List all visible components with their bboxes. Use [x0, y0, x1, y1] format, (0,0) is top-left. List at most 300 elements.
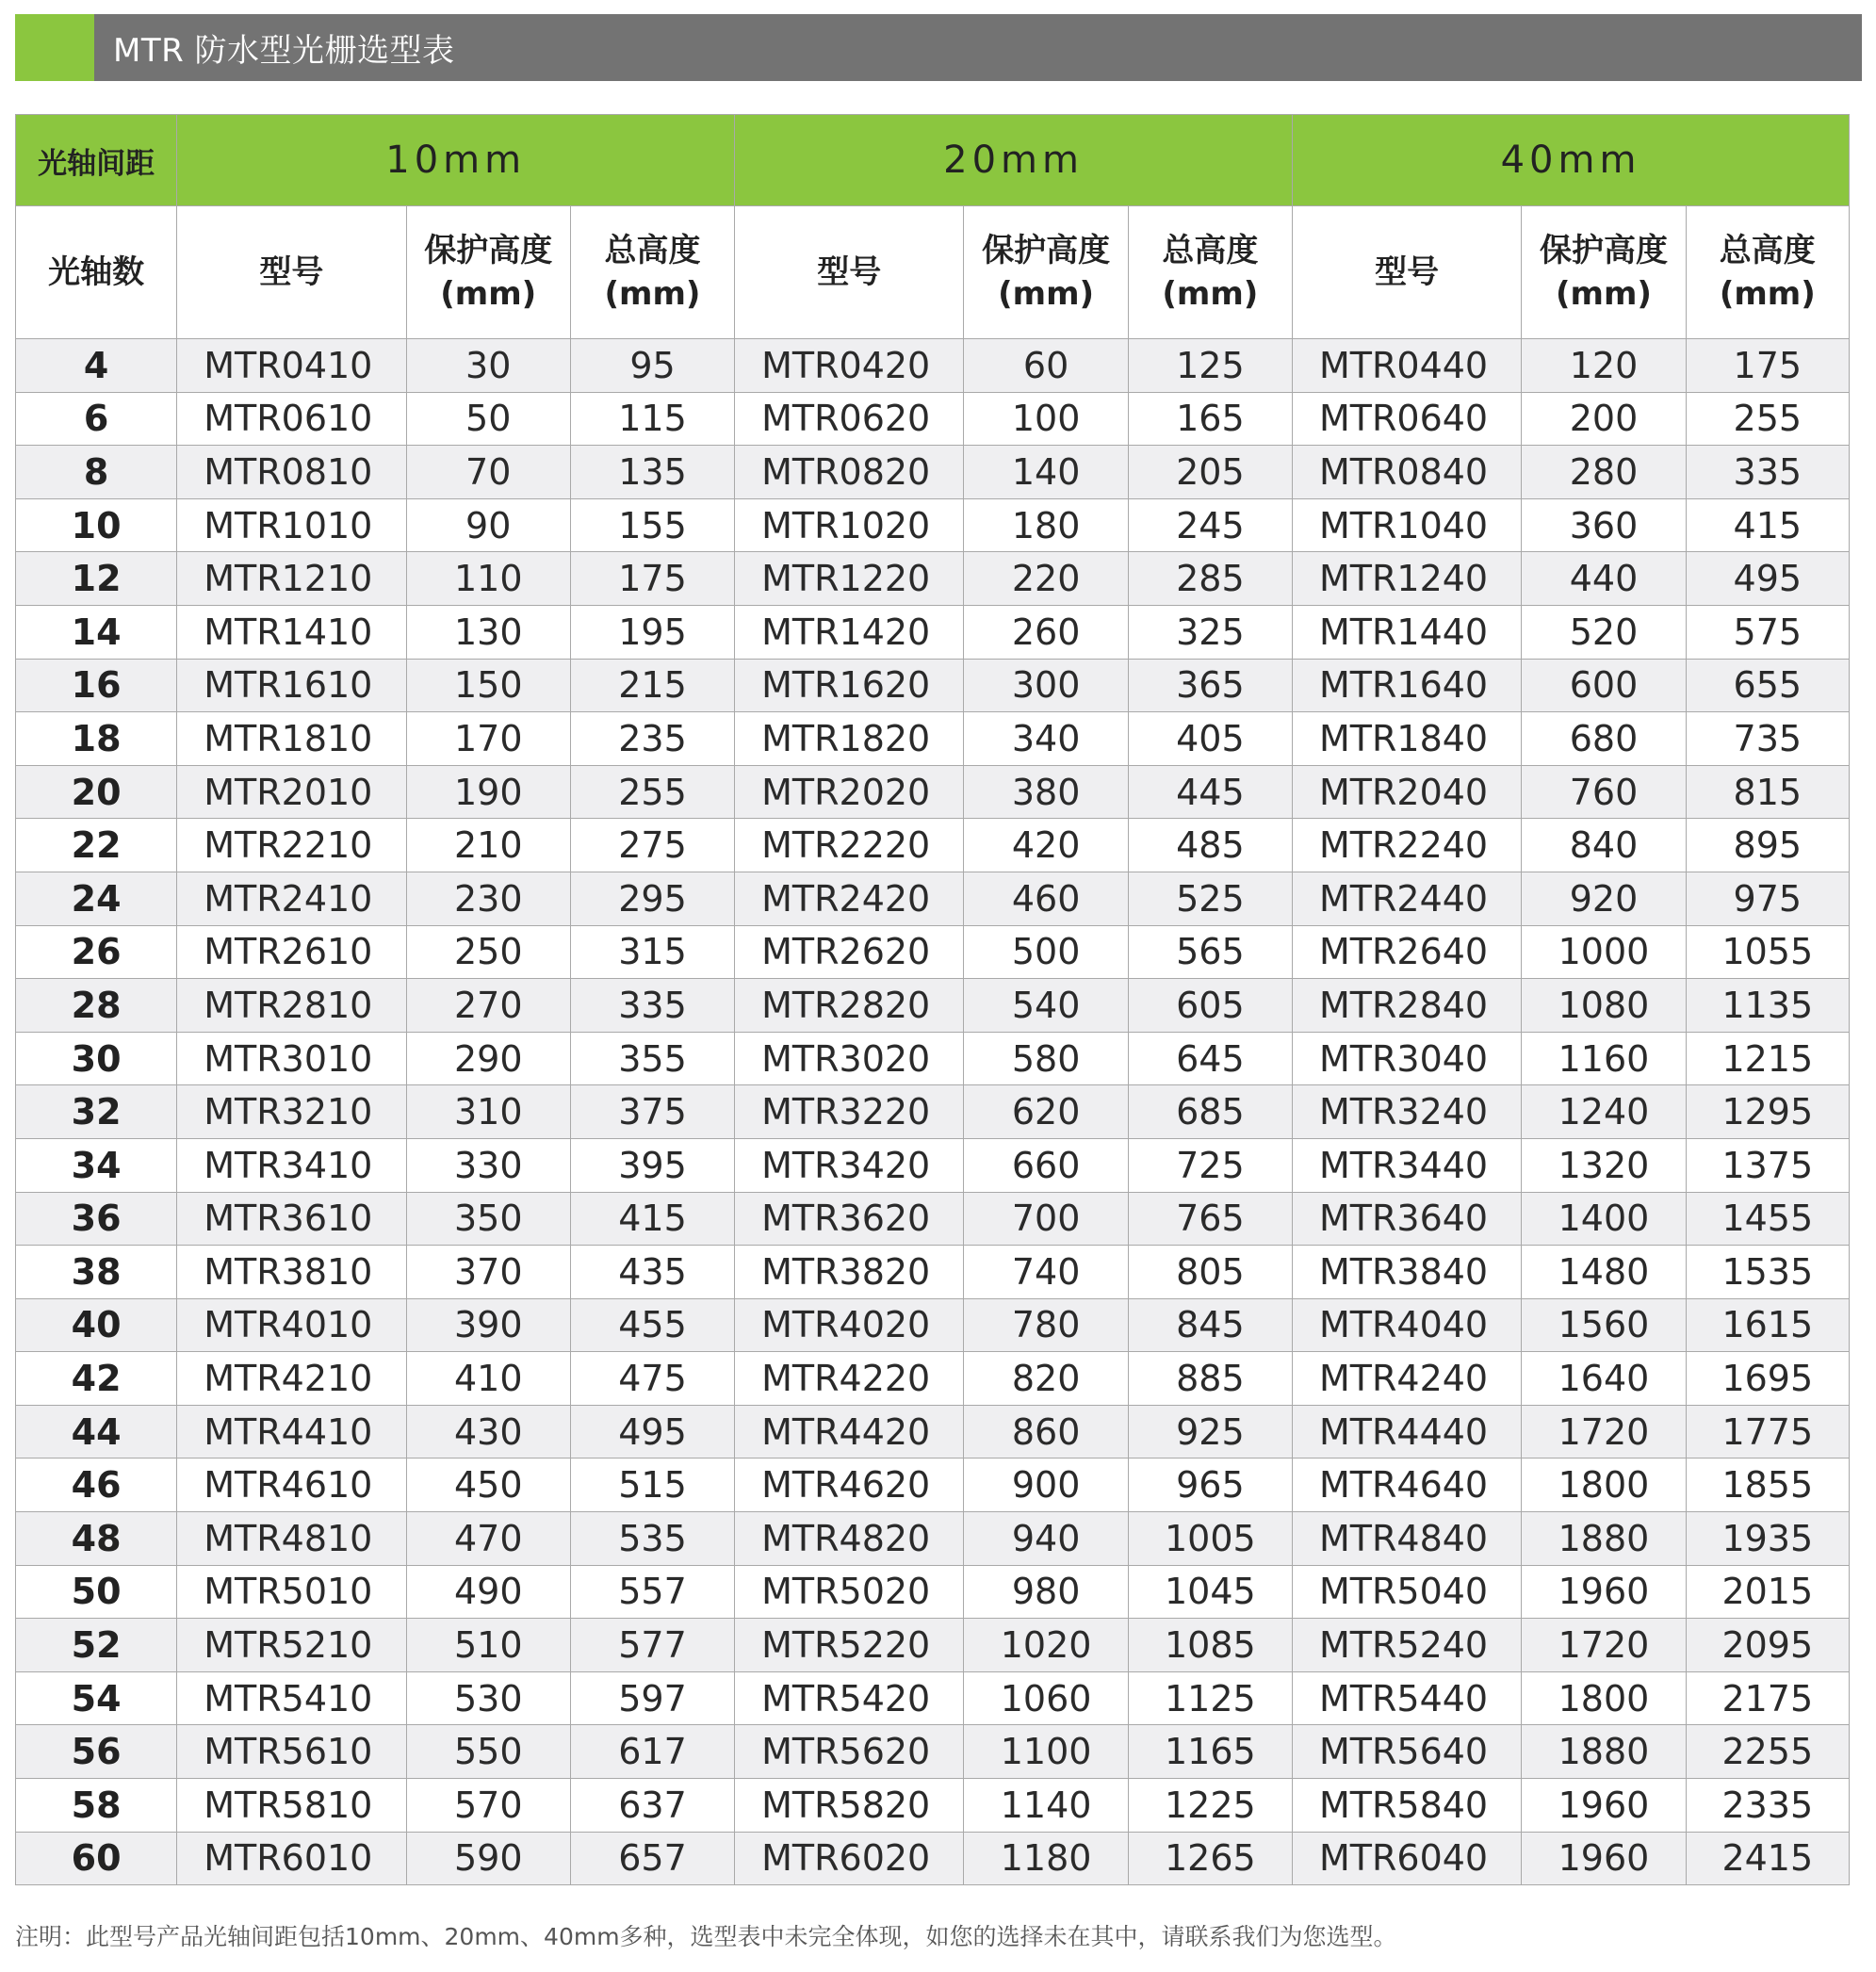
axis-count-cell: 6: [16, 392, 177, 446]
protect-height-cell: 500: [964, 925, 1128, 979]
count-label: 光轴数: [16, 206, 177, 339]
protect-height-cell: 510: [406, 1619, 570, 1672]
axis-count-cell: 38: [16, 1246, 177, 1299]
protect-height-header: 保护高度 (mm): [406, 206, 570, 339]
axis-count-cell: 16: [16, 659, 177, 712]
protect-height-cell: 180: [964, 498, 1128, 552]
table-row: [16, 1725, 1850, 1779]
model-cell: MTR0820: [735, 446, 964, 499]
axis-count-cell: 54: [16, 1671, 177, 1725]
axis-count-cell: 40: [16, 1298, 177, 1352]
table-row: [16, 1779, 1850, 1833]
protect-height-cell: 190: [406, 765, 570, 819]
axis-count-cell: 26: [16, 925, 177, 979]
protect-height-cell: 580: [964, 1032, 1128, 1085]
model-cell: MTR4020: [735, 1298, 964, 1352]
table-row: [16, 605, 1850, 659]
axis-count-cell: 22: [16, 819, 177, 872]
total-height-cell: 155: [570, 498, 734, 552]
model-cell: MTR1610: [177, 659, 406, 712]
model-cell: MTR3440: [1293, 1138, 1522, 1192]
model-cell: MTR1240: [1293, 552, 1522, 606]
protect-height-cell: 1000: [1522, 925, 1686, 979]
protect-height-cell: 550: [406, 1725, 570, 1779]
model-cell: MTR0610: [177, 392, 406, 446]
model-cell: MTR3820: [735, 1246, 964, 1299]
model-cell: MTR2220: [735, 819, 964, 872]
table-row: [16, 872, 1850, 925]
model-header: 型号: [177, 206, 406, 339]
model-cell: MTR3410: [177, 1138, 406, 1192]
model-cell: MTR0420: [735, 339, 964, 393]
total-height-cell: 597: [570, 1671, 734, 1725]
model-cell: MTR2640: [1293, 925, 1522, 979]
protect-height-cell: 540: [964, 979, 1128, 1033]
protect-height-cell: 740: [964, 1246, 1128, 1299]
total-height-cell: 405: [1128, 712, 1292, 766]
table-row: [16, 1192, 1850, 1246]
total-height-cell: 1375: [1686, 1138, 1849, 1192]
protect-height-cell: 200: [1522, 392, 1686, 446]
protect-height-cell: 140: [964, 446, 1128, 499]
axis-count-cell: 50: [16, 1565, 177, 1619]
protect-height-cell: 350: [406, 1192, 570, 1246]
model-header: 型号: [1293, 206, 1522, 339]
model-cell: MTR6010: [177, 1832, 406, 1885]
spacing-40mm: 40mm: [1293, 115, 1850, 206]
protect-height-cell: 380: [964, 765, 1128, 819]
total-height-cell: 415: [570, 1192, 734, 1246]
table-row: [16, 819, 1850, 872]
axis-count-cell: 4: [16, 339, 177, 393]
protect-height-cell: 450: [406, 1459, 570, 1512]
protect-height-cell: 570: [406, 1779, 570, 1833]
model-cell: MTR6040: [1293, 1832, 1522, 1885]
model-cell: MTR3240: [1293, 1085, 1522, 1139]
column-header-row: [16, 206, 1850, 339]
total-height-cell: 2335: [1686, 1779, 1849, 1833]
total-height-cell: 125: [1128, 339, 1292, 393]
protect-height-cell: 1960: [1522, 1565, 1686, 1619]
protect-height-cell: 820: [964, 1352, 1128, 1406]
total-height-cell: 1045: [1128, 1565, 1292, 1619]
protect-height-cell: 210: [406, 819, 570, 872]
protect-height-cell: 120: [1522, 339, 1686, 393]
model-cell: MTR5640: [1293, 1725, 1522, 1779]
total-height-cell: 495: [570, 1405, 734, 1459]
total-height-cell: 1935: [1686, 1512, 1849, 1566]
total-height-cell: 255: [570, 765, 734, 819]
axis-count-cell: 34: [16, 1138, 177, 1192]
protect-height-cell: 1720: [1522, 1405, 1686, 1459]
protect-height-cell: 1080: [1522, 979, 1686, 1033]
model-cell: MTR2810: [177, 979, 406, 1033]
total-height-cell: 195: [570, 605, 734, 659]
protect-height-cell: 440: [1522, 552, 1686, 606]
protect-height-cell: 270: [406, 979, 570, 1033]
axis-count-cell: 10: [16, 498, 177, 552]
total-height-cell: 725: [1128, 1138, 1292, 1192]
axis-count-cell: 58: [16, 1779, 177, 1833]
table-row: [16, 1085, 1850, 1139]
model-cell: MTR1840: [1293, 712, 1522, 766]
protect-height-cell: 250: [406, 925, 570, 979]
table-row: [16, 765, 1850, 819]
model-cell: MTR2820: [735, 979, 964, 1033]
total-height-cell: 565: [1128, 925, 1292, 979]
protect-height-cell: 340: [964, 712, 1128, 766]
total-height-cell: 1125: [1128, 1671, 1292, 1725]
spacing-20mm: 20mm: [735, 115, 1293, 206]
protect-height-cell: 430: [406, 1405, 570, 1459]
model-cell: MTR4210: [177, 1352, 406, 1406]
total-height-cell: 2095: [1686, 1619, 1849, 1672]
model-cell: MTR4840: [1293, 1512, 1522, 1566]
model-cell: MTR4240: [1293, 1352, 1522, 1406]
total-height-cell: 1165: [1128, 1725, 1292, 1779]
model-cell: MTR2210: [177, 819, 406, 872]
total-height-cell: 95: [570, 339, 734, 393]
protect-height-cell: 1560: [1522, 1298, 1686, 1352]
total-height-cell: 1135: [1686, 979, 1849, 1033]
protect-height-cell: 900: [964, 1459, 1128, 1512]
total-height-cell: 1535: [1686, 1246, 1849, 1299]
protect-height-cell: 1400: [1522, 1192, 1686, 1246]
total-height-cell: 1005: [1128, 1512, 1292, 1566]
total-height-cell: 885: [1128, 1352, 1292, 1406]
total-height-cell: 845: [1128, 1298, 1292, 1352]
model-cell: MTR3610: [177, 1192, 406, 1246]
model-cell: MTR1640: [1293, 659, 1522, 712]
model-cell: MTR5010: [177, 1565, 406, 1619]
total-height-cell: 365: [1128, 659, 1292, 712]
table-row: [16, 498, 1850, 552]
table-row: [16, 1352, 1850, 1406]
total-height-cell: 685: [1128, 1085, 1292, 1139]
model-cell: MTR1620: [735, 659, 964, 712]
model-cell: MTR4610: [177, 1459, 406, 1512]
protect-height-cell: 1800: [1522, 1671, 1686, 1725]
total-height-cell: 1225: [1128, 1779, 1292, 1833]
total-height-cell: 445: [1128, 765, 1292, 819]
model-cell: MTR5810: [177, 1779, 406, 1833]
axis-count-cell: 18: [16, 712, 177, 766]
total-height-cell: 475: [570, 1352, 734, 1406]
total-height-cell: 525: [1128, 872, 1292, 925]
total-height-cell: 455: [570, 1298, 734, 1352]
table-row: [16, 1298, 1850, 1352]
total-height-cell: 557: [570, 1565, 734, 1619]
title-accent-block: [15, 14, 94, 81]
protect-height-cell: 280: [1522, 446, 1686, 499]
protect-height-cell: 1960: [1522, 1832, 1686, 1885]
model-cell: MTR0810: [177, 446, 406, 499]
total-height-cell: 1455: [1686, 1192, 1849, 1246]
model-cell: MTR5620: [735, 1725, 964, 1779]
table-row: [16, 1565, 1850, 1619]
total-height-cell: 577: [570, 1619, 734, 1672]
total-height-cell: 355: [570, 1032, 734, 1085]
model-cell: MTR5040: [1293, 1565, 1522, 1619]
protect-height-cell: 60: [964, 339, 1128, 393]
total-height-cell: 515: [570, 1459, 734, 1512]
model-header: 型号: [735, 206, 964, 339]
total-height-cell: 1085: [1128, 1619, 1292, 1672]
total-height-cell: 2415: [1686, 1832, 1849, 1885]
table-row: [16, 659, 1850, 712]
protect-height-cell: 940: [964, 1512, 1128, 1566]
model-cell: MTR3210: [177, 1085, 406, 1139]
total-height-cell: 395: [570, 1138, 734, 1192]
table-row: [16, 1246, 1850, 1299]
protect-height-cell: 90: [406, 498, 570, 552]
axis-count-cell: 42: [16, 1352, 177, 1406]
model-cell: MTR1440: [1293, 605, 1522, 659]
model-cell: MTR4640: [1293, 1459, 1522, 1512]
model-cell: MTR1040: [1293, 498, 1522, 552]
title-bar: [15, 14, 1862, 81]
model-cell: MTR5020: [735, 1565, 964, 1619]
model-cell: MTR2040: [1293, 765, 1522, 819]
axis-count-cell: 8: [16, 446, 177, 499]
total-height-cell: 735: [1686, 712, 1849, 766]
axis-count-cell: 28: [16, 979, 177, 1033]
table-body: [16, 339, 1850, 1885]
total-height-cell: 1265: [1128, 1832, 1292, 1885]
model-cell: MTR4440: [1293, 1405, 1522, 1459]
model-cell: MTR0640: [1293, 392, 1522, 446]
model-cell: MTR1820: [735, 712, 964, 766]
model-cell: MTR5820: [735, 1779, 964, 1833]
model-cell: MTR2240: [1293, 819, 1522, 872]
table-row: [16, 552, 1850, 606]
axis-count-cell: 46: [16, 1459, 177, 1512]
protect-height-cell: 70: [406, 446, 570, 499]
model-cell: MTR4010: [177, 1298, 406, 1352]
total-height-cell: 1615: [1686, 1298, 1849, 1352]
model-cell: MTR5420: [735, 1671, 964, 1725]
table-row: [16, 446, 1850, 499]
table-row: [16, 979, 1850, 1033]
footnote: 注明：此型号产品光轴间距包括10mm、20mm、40mm多种，选型表中未完全体现，如您的选择未在其中，请联系我们为您选型。: [15, 1923, 1397, 1950]
total-height-cell: 255: [1686, 392, 1849, 446]
axis-count-cell: 20: [16, 765, 177, 819]
total-height-cell: 965: [1128, 1459, 1292, 1512]
spacing-label: 光轴间距: [16, 115, 177, 206]
spacing-header-row: [16, 115, 1850, 206]
table-row: [16, 712, 1850, 766]
protect-height-cell: 100: [964, 392, 1128, 446]
protect-height-cell: 1100: [964, 1725, 1128, 1779]
total-height-cell: 175: [570, 552, 734, 606]
model-cell: MTR2840: [1293, 979, 1522, 1033]
total-height-cell: 925: [1128, 1405, 1292, 1459]
protect-height-cell: 130: [406, 605, 570, 659]
axis-count-cell: 12: [16, 552, 177, 606]
total-height-cell: 815: [1686, 765, 1849, 819]
protect-height-cell: 490: [406, 1565, 570, 1619]
table-row: [16, 1459, 1850, 1512]
model-cell: MTR1420: [735, 605, 964, 659]
model-cell: MTR4040: [1293, 1298, 1522, 1352]
total-height-cell: 645: [1128, 1032, 1292, 1085]
total-height-header: 总高度 (mm): [1128, 206, 1292, 339]
axis-count-cell: 32: [16, 1085, 177, 1139]
protect-height-cell: 620: [964, 1085, 1128, 1139]
total-height-cell: 1215: [1686, 1032, 1849, 1085]
total-height-cell: 245: [1128, 498, 1292, 552]
protect-height-cell: 150: [406, 659, 570, 712]
total-height-cell: 295: [570, 872, 734, 925]
axis-count-cell: 52: [16, 1619, 177, 1672]
total-height-cell: 435: [570, 1246, 734, 1299]
protect-height-cell: 170: [406, 712, 570, 766]
total-height-cell: 535: [570, 1512, 734, 1566]
protect-height-cell: 1880: [1522, 1725, 1686, 1779]
total-height-cell: 637: [570, 1779, 734, 1833]
table-row: [16, 1619, 1850, 1672]
model-cell: MTR0840: [1293, 446, 1522, 499]
protect-height-cell: 530: [406, 1671, 570, 1725]
model-cell: MTR4220: [735, 1352, 964, 1406]
table-row: [16, 1832, 1850, 1885]
model-cell: MTR1410: [177, 605, 406, 659]
protect-height-cell: 30: [406, 339, 570, 393]
model-cell: MTR3040: [1293, 1032, 1522, 1085]
protect-height-cell: 300: [964, 659, 1128, 712]
total-height-cell: 235: [570, 712, 734, 766]
model-cell: MTR4620: [735, 1459, 964, 1512]
model-cell: MTR5240: [1293, 1619, 1522, 1672]
protect-height-cell: 1880: [1522, 1512, 1686, 1566]
protect-height-cell: 390: [406, 1298, 570, 1352]
total-height-cell: 415: [1686, 498, 1849, 552]
protect-height-cell: 1320: [1522, 1138, 1686, 1192]
model-cell: MTR2420: [735, 872, 964, 925]
model-cell: MTR0620: [735, 392, 964, 446]
total-height-cell: 485: [1128, 819, 1292, 872]
table-row: [16, 1512, 1850, 1566]
total-height-cell: 115: [570, 392, 734, 446]
model-cell: MTR2410: [177, 872, 406, 925]
total-height-cell: 205: [1128, 446, 1292, 499]
protect-height-cell: 1180: [964, 1832, 1128, 1885]
protect-height-cell: 840: [1522, 819, 1686, 872]
axis-count-cell: 44: [16, 1405, 177, 1459]
table-row: [16, 339, 1850, 393]
protect-height-cell: 700: [964, 1192, 1128, 1246]
total-height-cell: 1295: [1686, 1085, 1849, 1139]
protect-height-cell: 590: [406, 1832, 570, 1885]
model-cell: MTR3420: [735, 1138, 964, 1192]
protect-height-cell: 920: [1522, 872, 1686, 925]
protect-height-cell: 1720: [1522, 1619, 1686, 1672]
protect-height-cell: 230: [406, 872, 570, 925]
total-height-cell: 617: [570, 1725, 734, 1779]
model-cell: MTR3810: [177, 1246, 406, 1299]
model-cell: MTR5210: [177, 1619, 406, 1672]
model-cell: MTR3840: [1293, 1246, 1522, 1299]
total-height-cell: 765: [1128, 1192, 1292, 1246]
total-height-cell: 275: [570, 819, 734, 872]
protect-height-cell: 1480: [1522, 1246, 1686, 1299]
total-height-cell: 1775: [1686, 1405, 1849, 1459]
protect-height-cell: 220: [964, 552, 1128, 606]
total-height-cell: 375: [570, 1085, 734, 1139]
total-height-cell: 335: [1686, 446, 1849, 499]
protect-height-cell: 1240: [1522, 1085, 1686, 1139]
protect-height-cell: 600: [1522, 659, 1686, 712]
table-row: [16, 392, 1850, 446]
protect-height-cell: 110: [406, 552, 570, 606]
table-row: [16, 925, 1850, 979]
total-height-cell: 655: [1686, 659, 1849, 712]
model-cell: MTR6020: [735, 1832, 964, 1885]
model-cell: MTR3220: [735, 1085, 964, 1139]
protect-height-header: 保护高度 (mm): [1522, 206, 1686, 339]
total-height-header: 总高度 (mm): [1686, 206, 1849, 339]
axis-count-cell: 36: [16, 1192, 177, 1246]
total-height-cell: 1055: [1686, 925, 1849, 979]
total-height-cell: 315: [570, 925, 734, 979]
model-cell: MTR5610: [177, 1725, 406, 1779]
total-height-cell: 285: [1128, 552, 1292, 606]
model-cell: MTR3010: [177, 1032, 406, 1085]
axis-count-cell: 30: [16, 1032, 177, 1085]
total-height-cell: 215: [570, 659, 734, 712]
spacing-10mm: 10mm: [177, 115, 735, 206]
total-height-cell: 575: [1686, 605, 1849, 659]
axis-count-cell: 56: [16, 1725, 177, 1779]
protect-height-cell: 1960: [1522, 1779, 1686, 1833]
protect-height-cell: 470: [406, 1512, 570, 1566]
model-cell: MTR3020: [735, 1032, 964, 1085]
table-row: [16, 1671, 1850, 1725]
total-height-cell: 2175: [1686, 1671, 1849, 1725]
total-height-cell: 2015: [1686, 1565, 1849, 1619]
protect-height-cell: 260: [964, 605, 1128, 659]
model-cell: MTR2620: [735, 925, 964, 979]
protect-height-cell: 780: [964, 1298, 1128, 1352]
protect-height-cell: 310: [406, 1085, 570, 1139]
table-row: [16, 1138, 1850, 1192]
protect-height-cell: 760: [1522, 765, 1686, 819]
protect-height-cell: 410: [406, 1352, 570, 1406]
table-row: [16, 1405, 1850, 1459]
model-cell: MTR3640: [1293, 1192, 1522, 1246]
protect-height-cell: 370: [406, 1246, 570, 1299]
total-height-header: 总高度 (mm): [570, 206, 734, 339]
total-height-cell: 325: [1128, 605, 1292, 659]
protect-height-cell: 1060: [964, 1671, 1128, 1725]
model-cell: MTR0440: [1293, 339, 1522, 393]
protect-height-cell: 330: [406, 1138, 570, 1192]
model-cell: MTR5440: [1293, 1671, 1522, 1725]
model-cell: MTR2010: [177, 765, 406, 819]
page-title: MTR 防水型光栅选型表: [113, 32, 455, 70]
protect-height-cell: 520: [1522, 605, 1686, 659]
model-cell: MTR1810: [177, 712, 406, 766]
model-cell: MTR1220: [735, 552, 964, 606]
total-height-cell: 175: [1686, 339, 1849, 393]
total-height-cell: 2255: [1686, 1725, 1849, 1779]
total-height-cell: 135: [570, 446, 734, 499]
model-cell: MTR2610: [177, 925, 406, 979]
protect-height-cell: 1140: [964, 1779, 1128, 1833]
model-cell: MTR4420: [735, 1405, 964, 1459]
model-cell: MTR1210: [177, 552, 406, 606]
protect-height-cell: 1160: [1522, 1032, 1686, 1085]
